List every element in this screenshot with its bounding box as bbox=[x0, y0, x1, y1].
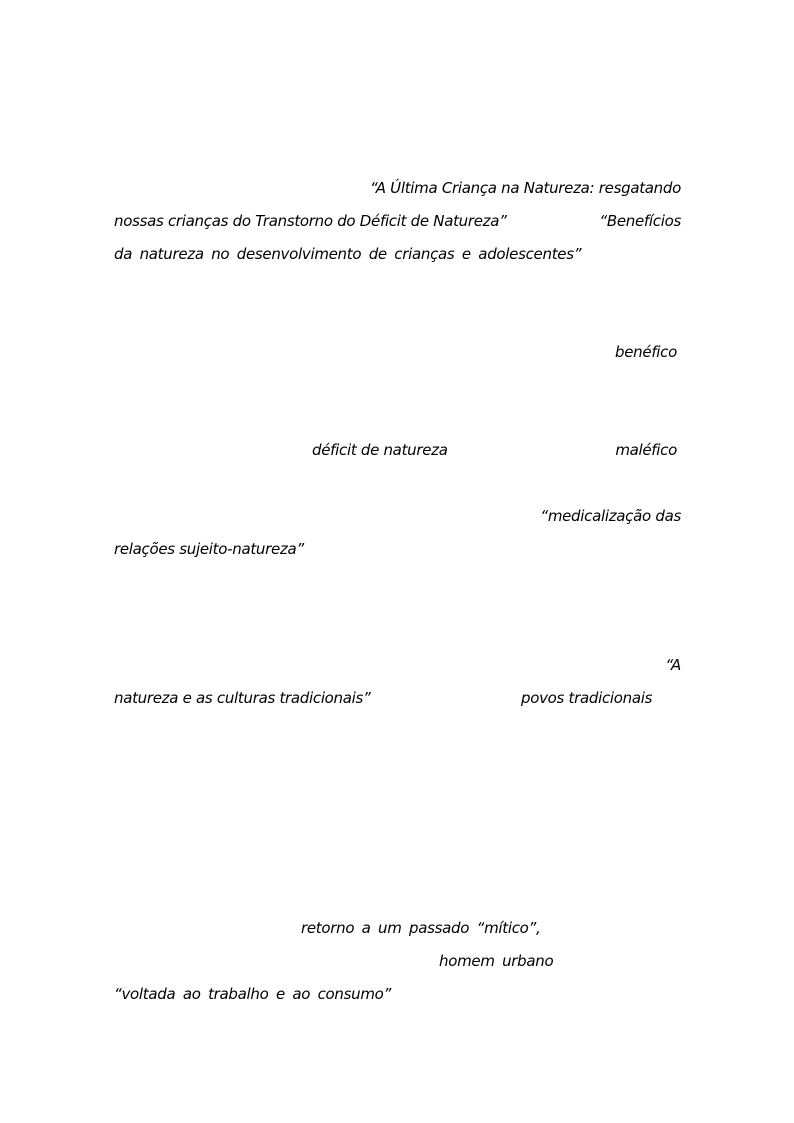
text-fragment-natureza-culturas-2: natureza e as culturas tradicionais” bbox=[114, 689, 371, 707]
text-fragment-passado-mitico: retorno a um passado “mítico”, bbox=[301, 919, 541, 937]
text-fragment-natureza-culturas-1: “A bbox=[665, 656, 681, 674]
text-fragment-trabalho-consumo: “voltada ao trabalho e ao consumo” bbox=[114, 985, 392, 1003]
text-fragment-deficit-de-natureza: déficit de natureza bbox=[312, 441, 448, 459]
text-fragment-book-title-1: “A Última Criança na Natureza: resgatando bbox=[370, 179, 681, 197]
text-fragment-medicalizacao-2: relações sujeito-natureza” bbox=[114, 540, 304, 558]
text-fragment-chapter-title-2: da natureza no desenvolvimento de crianças e adolescentes” bbox=[114, 245, 582, 263]
text-fragment-medicalizacao-1: “medicalização das bbox=[540, 507, 681, 525]
text-fragment-malefico: maléfico bbox=[615, 441, 677, 459]
text-fragment-benefico: benéfico bbox=[615, 343, 677, 361]
text-fragment-chapter-title-1: “Benefícios bbox=[599, 212, 681, 230]
text-fragment-homem-urbano: homem urbano bbox=[439, 952, 554, 970]
text-fragment-book-title-2: nossas crianças do Transtorno do Déficit de Natureza” bbox=[114, 212, 507, 230]
text-fragment-povos-tradicionais: povos tradicionais bbox=[521, 689, 653, 707]
